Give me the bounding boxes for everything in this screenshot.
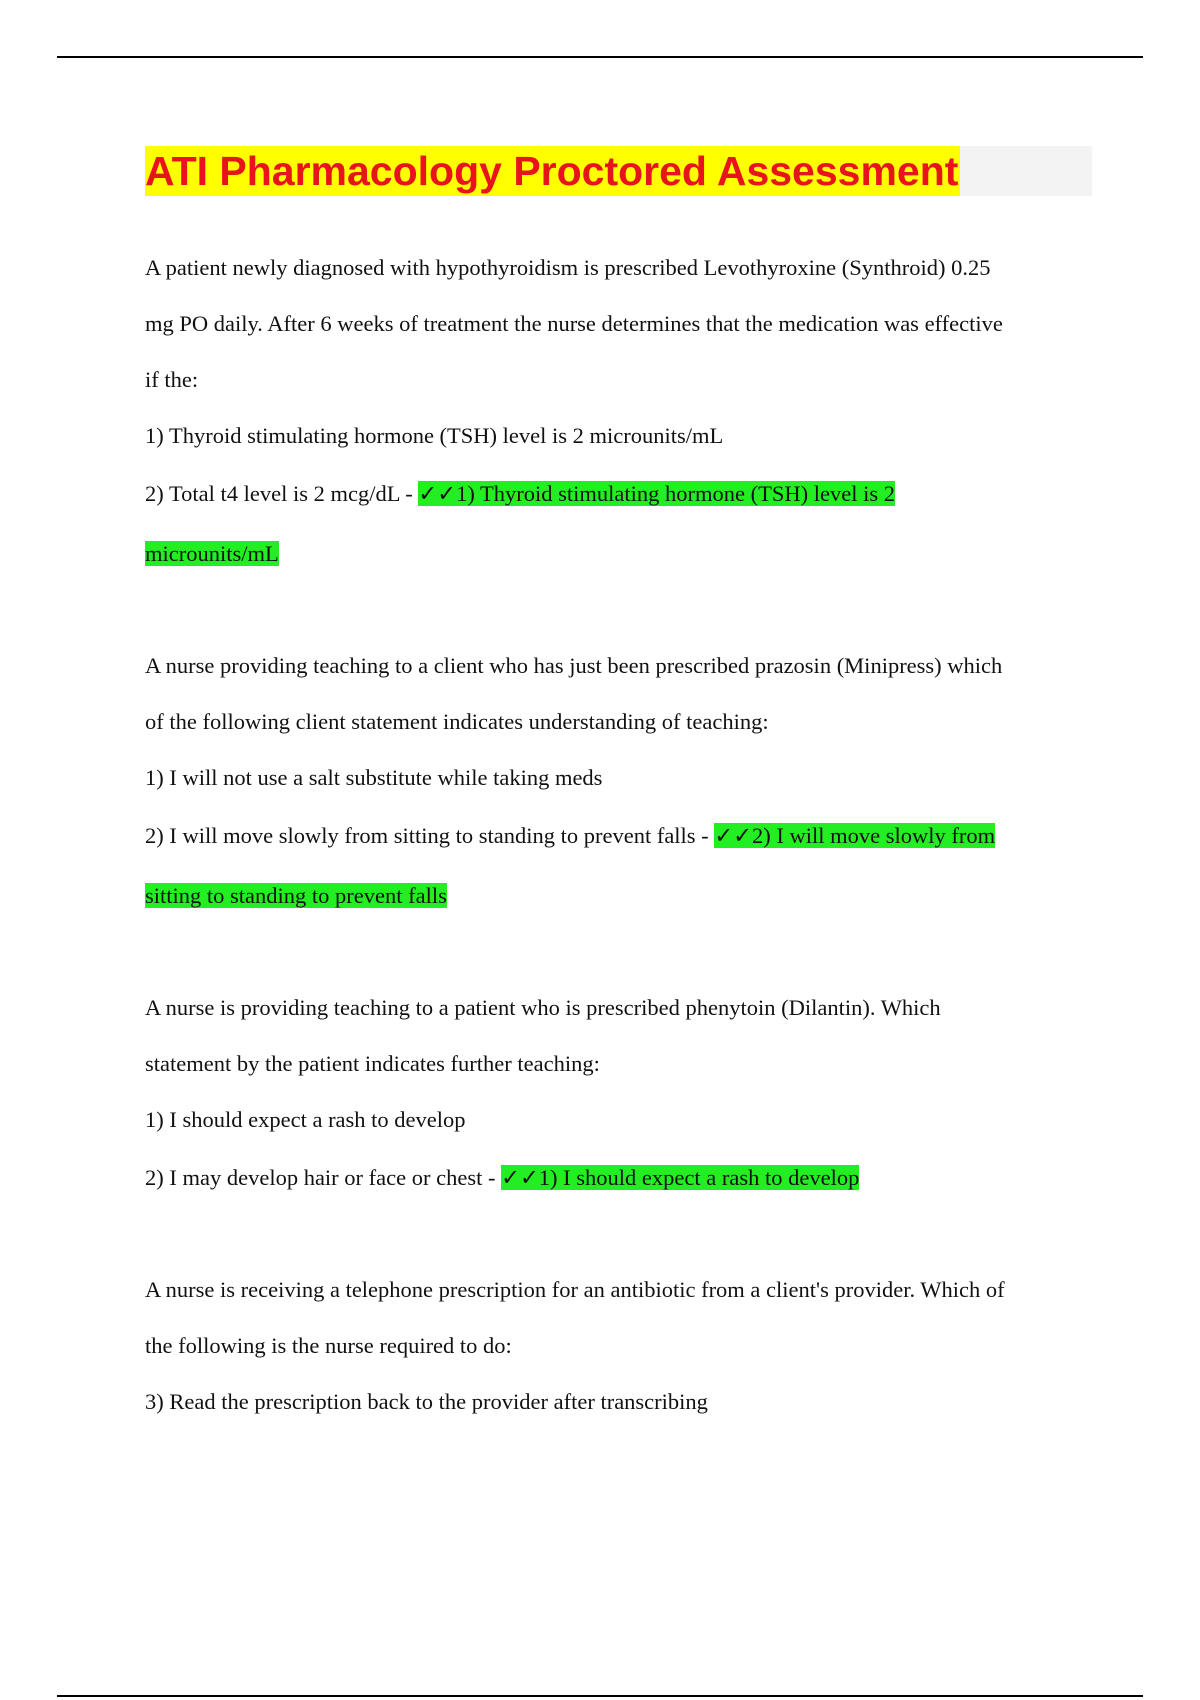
- question-2-option-1: 1) I will not use a salt substitute while taking meds: [145, 765, 603, 790]
- question-4-stem-line-2: the following is the nurse required to do:: [145, 1333, 512, 1358]
- question-1: [145, 240, 1085, 584]
- question-2-answer: ✓✓2) I will move slowly from: [714, 823, 996, 848]
- question-1-answer: ✓✓1) Thyroid stimulating hormone (TSH) level is 2: [418, 481, 895, 506]
- question-4-option-3: 3) Read the prescription back to the provider after transcribing: [145, 1389, 708, 1414]
- question-3-option-1: 1) I should expect a rash to develop: [145, 1107, 466, 1132]
- question-1-option-2-text: 2) Total t4 level is 2 mcg/dL -: [145, 481, 419, 506]
- question-4: [145, 1262, 1085, 1430]
- question-2-stem-line-2: of the following client statement indicates understanding of teaching:: [145, 709, 769, 734]
- question-2-answer-cont: [145, 866, 1085, 926]
- question-1-answer-cont: [145, 524, 1085, 584]
- document-body: [145, 240, 1085, 1430]
- question-1-option-1: 1) Thyroid stimulating hormone (TSH) level is 2 microunits/mL: [145, 423, 724, 448]
- question-3-stem-line-1: A nurse is providing teaching to a patient who is prescribed phenytoin (Dilantin). Which: [145, 995, 941, 1020]
- question-1-stem-line-1: A patient newly diagnosed with hypothyroidism is prescribed Levothyroxine (Synthroid) 0.25: [145, 255, 991, 280]
- top-rule: [57, 56, 1143, 58]
- question-3-stem-line-2: statement by the patient indicates further teaching:: [145, 1051, 600, 1076]
- question-3-option-2: [145, 1148, 1085, 1208]
- question-2: [145, 638, 1085, 926]
- question-1-stem-line-2: mg PO daily. After 6 weeks of treatment the nurse determines that the medication was effective: [145, 311, 1003, 336]
- question-1-stem-line-3: if the:: [145, 367, 199, 392]
- question-2-option-2-text: 2) I will move slowly from sitting to standing to prevent falls -: [145, 823, 715, 848]
- spacer: [145, 1208, 1085, 1262]
- question-3-option-2-text: 2) I may develop hair or face or chest -: [145, 1165, 502, 1190]
- document-title: ATI Pharmacology Proctored Assessment: [145, 148, 959, 194]
- question-1-option-2: [145, 464, 1085, 524]
- bottom-rule: [57, 1695, 1143, 1697]
- question-4-stem-line-1: A nurse is receiving a telephone prescription for an antibiotic from a client's provider. Which of: [145, 1277, 1005, 1302]
- question-1-answer-part2: microunits/mL: [145, 541, 279, 566]
- question-3-answer: ✓✓1) I should expect a rash to develop: [501, 1165, 860, 1190]
- question-3: [145, 980, 1085, 1208]
- question-2-stem-line-1: A nurse providing teaching to a client who has just been prescribed prazosin (Minipress) which: [145, 653, 1003, 678]
- spacer: [145, 926, 1085, 980]
- question-2-answer-part2: sitting to standing to prevent falls: [145, 883, 447, 908]
- question-2-option-2: [145, 806, 1085, 866]
- spacer: [145, 584, 1085, 638]
